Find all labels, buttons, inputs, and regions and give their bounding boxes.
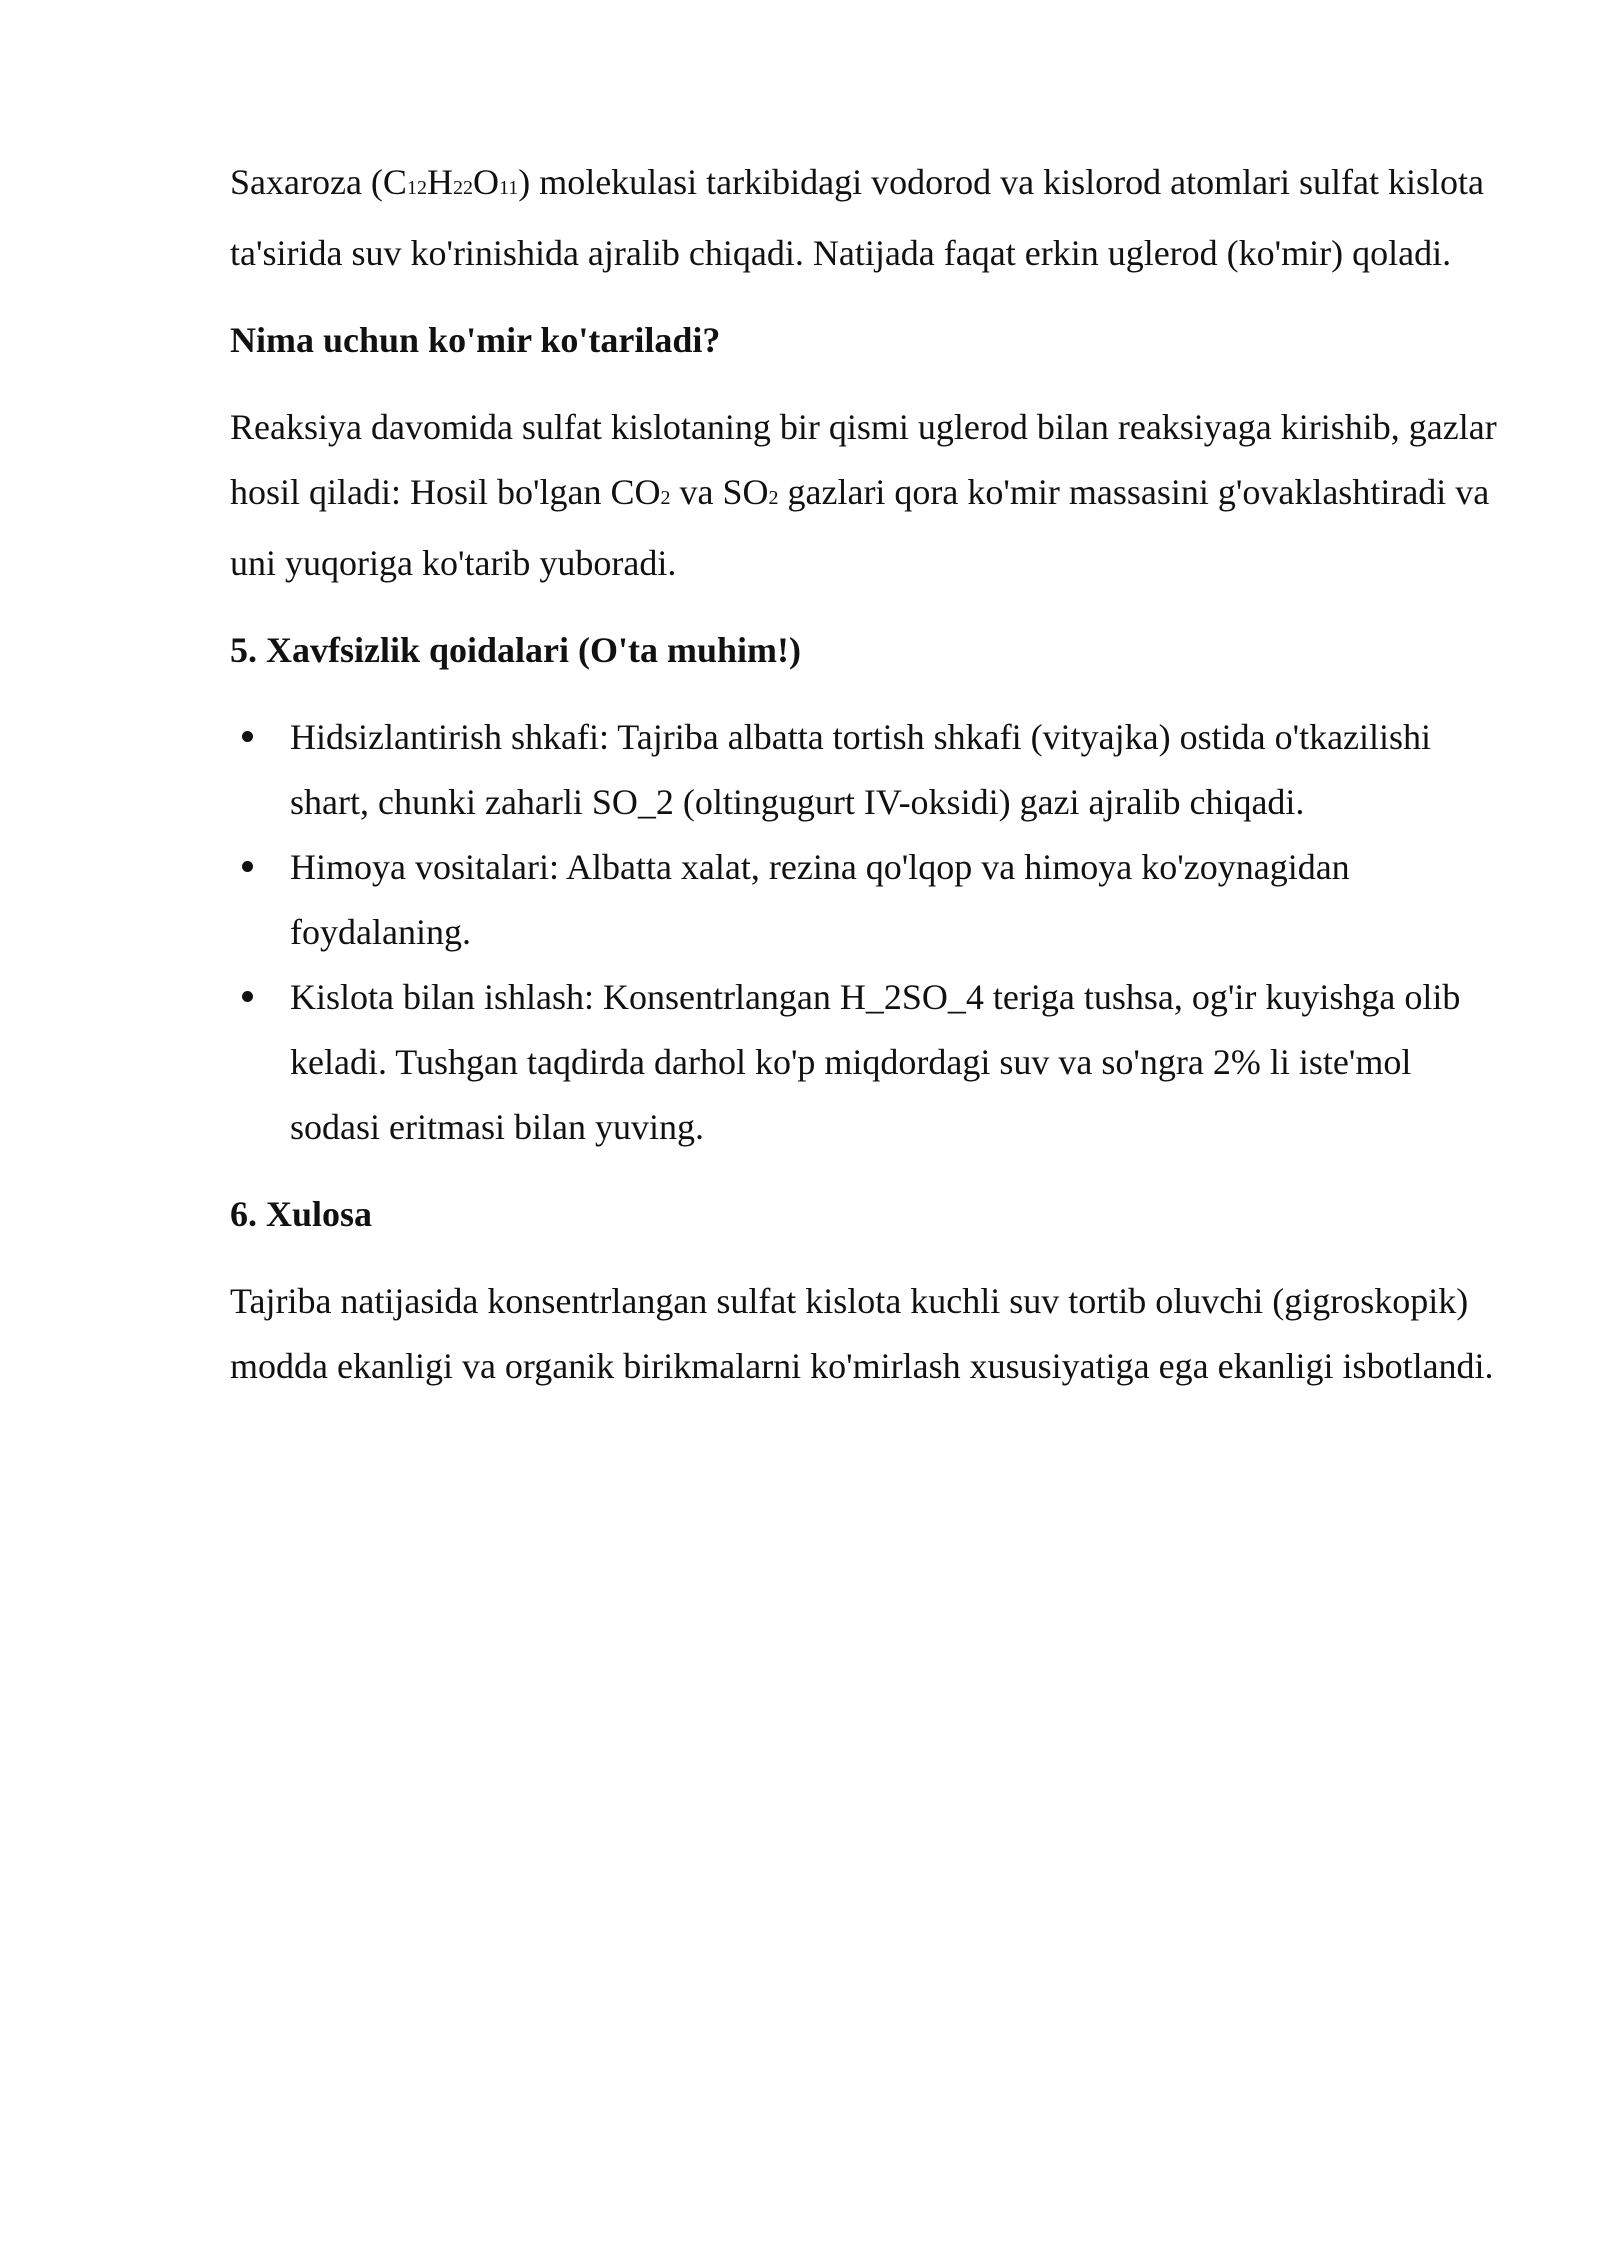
- subscript: 2: [660, 487, 671, 509]
- text-run: gazlari qora ko'mir massasini g'ovaklashtiradi va uni yuqoriga ko'tarib yuboradi.: [230, 472, 1490, 583]
- question-heading: Nima uchun ko'mir ko'tariladi?: [230, 320, 721, 360]
- text-run: ) molekulasi tarkibidagi vodorod va kislorod atomlari sulfat kislota ta'sirida suv ko'rinishida ajralib chiqadi. Natijada faqat erkin uglerod (ko'mir) qoladi.: [230, 162, 1485, 273]
- bullet-icon: [242, 861, 253, 872]
- bullet-icon: [242, 731, 253, 742]
- subscript: 2: [768, 487, 779, 509]
- text-run: H: [426, 162, 453, 202]
- list-item: [230, 835, 1500, 965]
- text-run: va SO: [670, 472, 769, 512]
- list-item: [230, 705, 1500, 835]
- safety-heading: 5. Xavfsizlik qoidalari (O'ta muhim!): [230, 630, 802, 670]
- safety-list: [230, 705, 1500, 1160]
- bullet-icon: [242, 991, 253, 1002]
- reaction-paragraph: [230, 395, 1500, 596]
- list-item-text: Himoya vositalari: Albatta xalat, rezina qo'lqop va himoya ko'zoynagidan foydalaning.: [290, 847, 1350, 952]
- subscript: 12: [406, 177, 427, 199]
- text-run: Reaksiya davomida sulfat kislotaning bir qismi uglerod bilan reaksiyaga kirishib, gazlar hosil qiladi: Hosil bo'lgan CO: [230, 407, 1497, 512]
- list-item-text: Kislota bilan ishlash: Konsentrlangan H_2SO_4 teriga tushsa, og'ir kuyishga olib keladi. Tushgan taqdirda darhol ko'p miqdordagi suv va so'ngra 2% li iste'mol sodasi eritmasi bilan yuving.: [290, 977, 1461, 1147]
- conclusion-paragraph: Tajriba natijasida konsentrlangan sulfat kislota kuchli suv tortib oluvchi (gigroskopik) modda ekanligi va organik birikmalarni ko'mirlash xususiyatiga ega ekanligi isbotlandi.: [230, 1281, 1494, 1386]
- sucrose-paragraph: [230, 150, 1500, 286]
- text-run: Saxaroza (C: [230, 162, 407, 202]
- subscript: 22: [452, 177, 473, 199]
- list-item-text: Hidsizlantirish shkafi: Tajriba albatta tortish shkafi (vityajka) ostida o'tkazilishi shart, chunki zaharli SO_2 (oltingugurt IV-oksidi) gazi ajralib chiqadi.: [290, 717, 1432, 822]
- text-run: O: [472, 162, 499, 202]
- conclusion-heading: 6. Xulosa: [230, 1194, 373, 1234]
- subscript: 11: [498, 177, 519, 199]
- list-item: [230, 965, 1500, 1160]
